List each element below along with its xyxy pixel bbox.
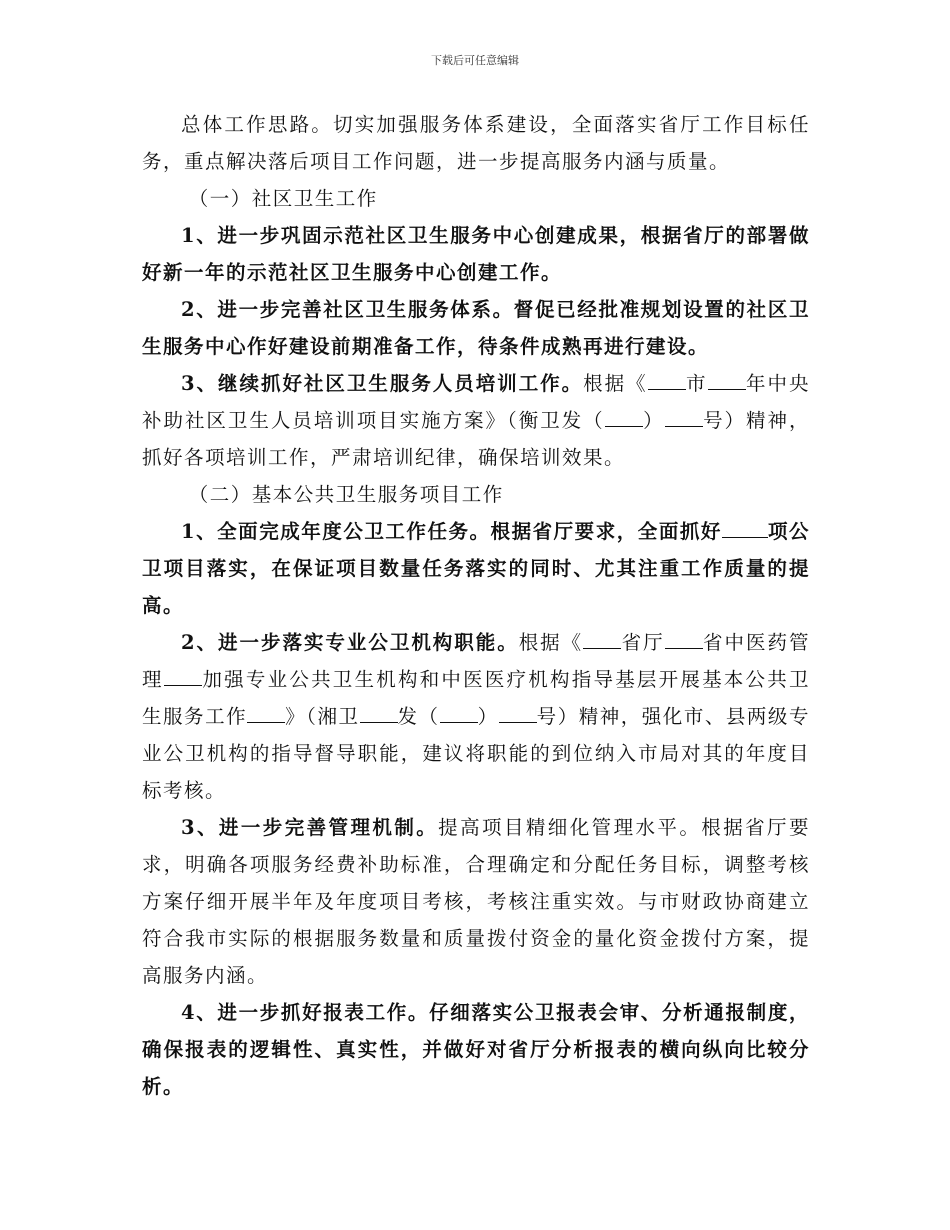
paragraph-public-4: 4、进一步抓好报表工作。仔细落实公卫报表会审、分析通报制度，确保报表的逻辑性、真实性，并做好对省厅分析报表的横向纵向比较分析。 (142, 1001, 810, 1098)
fill-blank (440, 703, 478, 724)
fill-blank (648, 370, 686, 391)
page-header: 下载后可任意编辑 (431, 54, 519, 67)
fill-blank (499, 703, 537, 724)
paragraph-community-1: 1、进一步巩固示范社区卫生服务中心创建成果，根据省厅的部署做好新一年的示范社区卫生服务中心创建工作。 (142, 224, 810, 284)
fill-blank (708, 370, 746, 391)
fill-blank (665, 629, 703, 650)
fill-blank (665, 407, 703, 428)
paragraph-lead: 3、继续抓好社区卫生服务人员培训工作。 (181, 372, 584, 395)
paragraph-community-3: 3、继续抓好社区卫生服务人员培训工作。根据《 市 年中央补助社区卫生人员培训项目实施方案》（衡卫发（ ） 号）精神，抓好各项培训工作，严肃培训纪律，确保培训效果。 (142, 365, 810, 476)
fill-blank (164, 666, 202, 687)
paragraph-public-1: 1、全面完成年度公卫工作任务。根据省厅要求，全面抓好 项公卫项目落实，在保证项目数量任务落实的同时、尤其注重工作质量的提高。 (142, 513, 810, 624)
paragraph-lead: 3、进一步完善管理机制。 (181, 816, 439, 839)
intro-paragraph: 总体工作思路。切实加强服务体系建设，全面落实省厅工作目标任务，重点解决落后项目工作问题，进一步提高服务内涵与质量。 (142, 113, 810, 173)
paragraph-lead: 2、进一步落实专业公卫机构职能。 (181, 631, 519, 654)
fill-blank (247, 703, 285, 724)
fill-blank (360, 703, 398, 724)
paragraph-public-3: 3、进一步完善管理机制。提高项目精细化管理水平。根据省厅要求，明确各项服务经费补助标准，合理确定和分配任务目标，调整考核方案仔细开展半年及年度项目考核，考核注重实效。与市财政协商建立符合我市实际的根据服务数量和质量拨付资金的量化资金拨付方案，提高服务内涵。 (142, 816, 810, 987)
fill-blank (722, 518, 768, 539)
paragraph-public-2: 2、进一步落实专业公卫机构职能。根据《 省厅 省中医药管理 加强专业公共卫生机构和中医医疗机构指导基层开展基本公共卫生服务工作 》（湘卫 发（ ） 号）精神，强化市、县两级专业公卫机构的指导督导职能，建议将职能的到位纳入市局对其的年度目标考核。 (142, 624, 810, 809)
fill-blank (605, 407, 643, 428)
fill-blank (583, 629, 621, 650)
document-body (142, 106, 810, 1105)
paragraph-community-2: 2、进一步完善社区卫生服务体系。督促已经批准规划设置的社区卫生服务中心作好建设前期准备工作，待条件成熟再进行建设。 (142, 298, 810, 358)
section-heading-public-health: （二）基本公共卫生服务项目工作 (188, 483, 504, 506)
section-heading-community-health: （一）社区卫生工作 (188, 187, 378, 210)
